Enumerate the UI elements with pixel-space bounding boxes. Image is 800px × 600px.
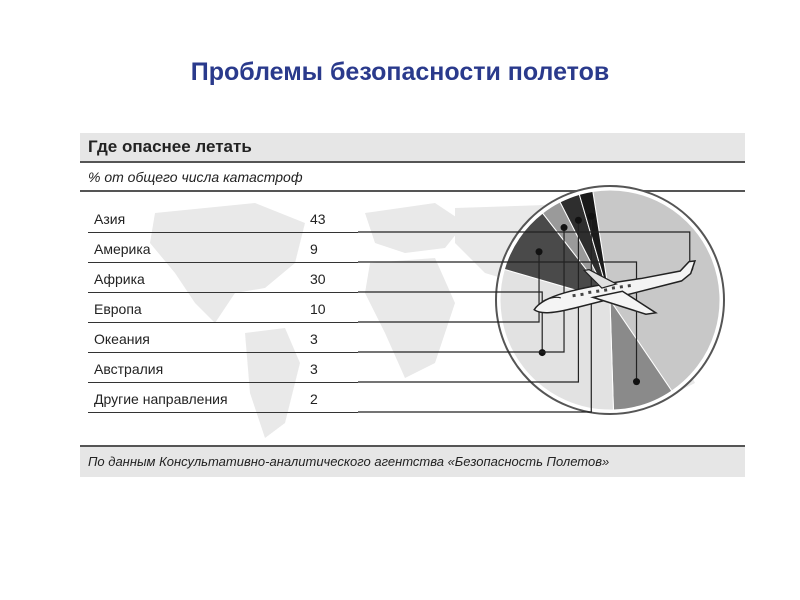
- slide-title: Проблемы безопасности полетов: [190, 58, 610, 86]
- chart-footer: [80, 445, 745, 477]
- pie-chart: [80, 133, 745, 478]
- chart-subtitle: % от общего числа катастроф: [88, 169, 303, 185]
- leader-dot: [575, 217, 582, 224]
- leader-dot: [536, 248, 543, 255]
- leader-dot: [588, 213, 595, 220]
- legend-value: 10: [310, 301, 326, 317]
- legend-label: Океания: [94, 331, 150, 347]
- legend-label: Африка: [94, 271, 145, 287]
- legend-value: 3: [310, 331, 318, 347]
- chart-figure: [80, 133, 745, 478]
- legend-label: Азия: [94, 211, 126, 227]
- leader-dot: [633, 378, 640, 385]
- legend-value: 9: [310, 241, 318, 257]
- chart-title: Где опаснее летать: [88, 137, 252, 156]
- legend-value: 43: [310, 211, 326, 227]
- leader-dot: [561, 224, 568, 231]
- chart-source: По данным Консультативно-аналитического агентства «Безопасность Полетов»: [88, 454, 610, 469]
- legend-label: Америка: [94, 241, 151, 257]
- legend-label: Австралия: [94, 361, 164, 377]
- legend-value: 30: [310, 271, 326, 287]
- legend-label: Европа: [94, 301, 142, 317]
- legend-label: Другие направления: [94, 391, 228, 407]
- legend-value: 2: [310, 391, 318, 407]
- legend-value: 3: [310, 361, 318, 377]
